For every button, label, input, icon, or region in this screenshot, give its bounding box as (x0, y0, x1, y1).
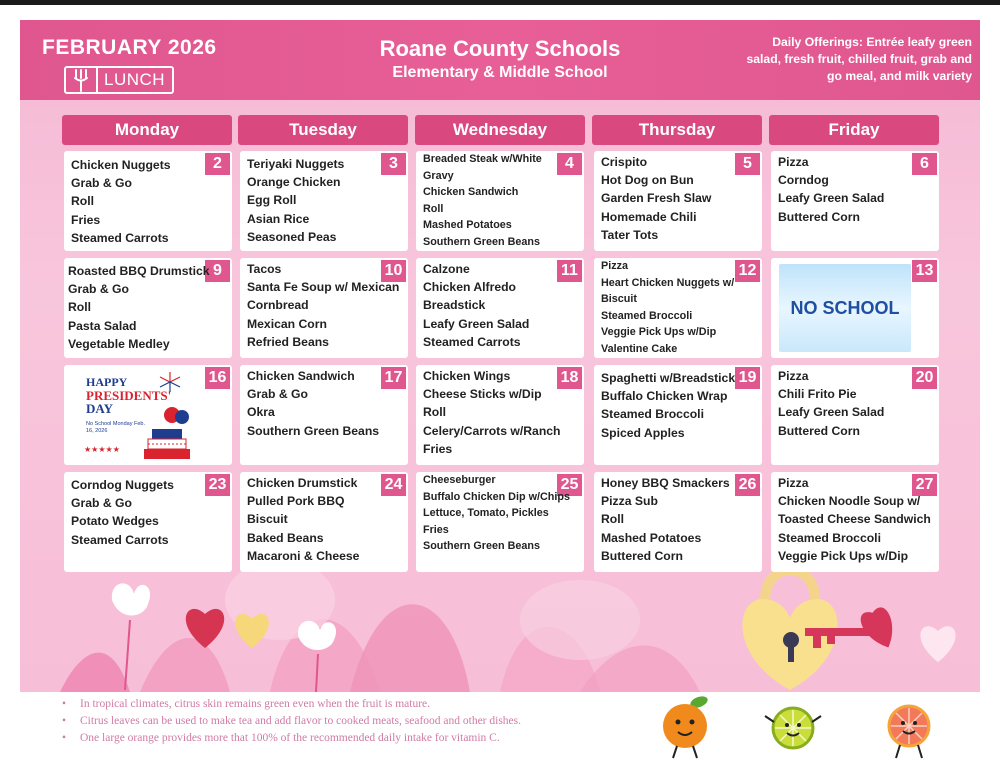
menu-item: Mashed Potatoes (423, 219, 512, 232)
menu-item: Grab & Go (71, 176, 132, 191)
orange-character-icon (655, 692, 715, 760)
menu-item: Pizza (778, 476, 809, 490)
day-number: 17 (381, 367, 406, 389)
menu-item: Asian Rice (247, 211, 310, 226)
day-header-thursday: Thursday (592, 115, 762, 145)
menu-item: Heart Chicken Nuggets w/ (601, 276, 735, 289)
day-number: 26 (735, 474, 760, 496)
day-cell (64, 472, 232, 572)
menu-item: Corndog Nuggets (71, 478, 174, 492)
lunch-label: LUNCH (104, 70, 166, 89)
menu-item: Valentine Cake (601, 342, 678, 355)
menu-item: Toasted Cheese Sandwich (778, 512, 931, 527)
menu-item: Chicken Noodle Soup w/ (778, 494, 921, 509)
holiday-presidents: PRESIDENTS' (86, 388, 172, 403)
menu-item: Pizza (778, 369, 809, 383)
menu-item: Steamed Carrots (423, 334, 521, 349)
menu-item: Southern Green Beans (423, 235, 540, 248)
day-number: 20 (912, 367, 937, 389)
badge-divider (96, 68, 98, 92)
menu-item: Garden Fresh Slaw (601, 191, 712, 206)
day-cell (771, 151, 939, 251)
day-cell (240, 472, 408, 572)
menu-item: Southern Green Beans (247, 423, 380, 438)
menu-item: Pulled Pork BBQ (247, 494, 345, 509)
menu-item: Buffalo Chicken Dip w/Chips (423, 490, 570, 503)
menu-items (601, 153, 758, 244)
menu-item: Chicken Wings (423, 369, 511, 383)
menu-item: Biscuit (601, 293, 637, 306)
menu-item: Vegetable Medley (68, 336, 170, 351)
day-cell (416, 151, 584, 251)
heart-icon (915, 620, 961, 664)
day-cell (240, 151, 408, 251)
menu-items (778, 367, 935, 440)
menu-item: Tacos (247, 262, 282, 276)
menu-item: Chicken Alfredo (423, 280, 517, 295)
school-level: Elementary & Middle School (392, 64, 608, 81)
day-number: 9 (205, 260, 230, 282)
flower-icon (100, 580, 160, 690)
menu-item: Veggie Pick Ups w/Dip (601, 326, 717, 339)
day-number: 2 (205, 153, 230, 175)
day-cell (594, 365, 762, 465)
menu-item: Homemade Chili (601, 209, 697, 224)
flower-icon (288, 618, 348, 692)
menu-item: Grab & Go (247, 387, 308, 402)
day-cell (64, 258, 232, 358)
menu-item: Biscuit (247, 512, 288, 527)
menu-item: Honey BBQ Smackers (601, 476, 730, 490)
menu-item: Chicken Drumstick (247, 476, 358, 490)
fact-item: • One large orange provides more that 100% of the recommended daily intake for vitamin C. (60, 730, 640, 747)
menu-item: Pasta Salad (68, 318, 137, 333)
menu-item: Buttered Corn (778, 209, 860, 224)
day-cell (64, 365, 232, 465)
menu-item: Mashed Potatoes (601, 530, 702, 545)
menu-sheet (20, 20, 980, 692)
lock-and-key-icon (725, 560, 905, 692)
day-cell (771, 365, 939, 465)
day-number: 23 (205, 474, 230, 496)
day-number: 5 (735, 153, 760, 175)
header-banner (20, 20, 980, 100)
menu-item: Spaghetti w/Breadstick (601, 371, 736, 385)
menu-item: Chicken Sandwich (247, 369, 355, 383)
citrus-facts (60, 696, 640, 747)
fact-item: • Citrus leaves can be used to make tea and add flavor to cooked meats, seafood and other dishes. (60, 713, 640, 730)
svg-text:★★★★★: ★★★★★ (84, 445, 120, 453)
menu-item: Veggie Pick Ups w/Dip (778, 548, 909, 563)
menu-item: Cornbread (247, 298, 309, 313)
menu-items (247, 155, 404, 246)
day-number: 25 (557, 474, 582, 496)
menu-item: Orange Chicken (247, 175, 341, 190)
menu-item: Gravy (423, 169, 454, 182)
holiday-day: DAY (86, 401, 113, 416)
day-number: 3 (381, 153, 406, 175)
cake-icon (142, 405, 196, 461)
day-number: 4 (557, 153, 582, 175)
heart-icon (230, 608, 274, 650)
day-cell (594, 472, 762, 572)
menu-item: Steamed Broccoli (601, 309, 693, 322)
menu-item: Roasted BBQ Drumstick (68, 264, 210, 278)
menu-item: Teriyaki Nuggets (247, 157, 345, 171)
fact-item: • In tropical climates, citrus skin remains green even when the fruit is mature. (60, 696, 640, 713)
menu-item: Steamed Carrots (71, 230, 169, 245)
day-cell (594, 151, 762, 251)
menu-items (601, 369, 758, 442)
grapefruit-character-icon (878, 700, 940, 760)
menu-item: Celery/Carrots w/Ranch (423, 423, 561, 438)
menu-item: Pizza (601, 260, 629, 272)
menu-items (68, 262, 228, 353)
day-number: 27 (912, 474, 937, 496)
month-title: FEBRUARY 2026 (42, 36, 217, 59)
day-cell (416, 365, 584, 465)
fireworks-icon (156, 371, 184, 393)
day-cell (240, 258, 408, 358)
menu-items (247, 367, 404, 440)
day-header-tuesday: Tuesday (238, 115, 408, 145)
day-number: 11 (557, 260, 582, 282)
menu-item: Leafy Green Salad (423, 316, 530, 331)
heart-icon (180, 602, 230, 650)
menu-item: Chicken Nuggets (71, 158, 171, 172)
menu-items (423, 472, 580, 555)
menu-item: Chili Frito Pie (778, 387, 857, 402)
menu-items (601, 258, 758, 358)
menu-item: Leafy Green Salad (778, 191, 885, 206)
menu-item: Breaded Steak w/White (423, 153, 542, 165)
menu-items (423, 151, 580, 251)
day-number: 6 (912, 153, 937, 175)
day-cell (416, 258, 584, 358)
menu-item: Hot Dog on Bun (601, 173, 694, 188)
stars-icon (84, 445, 134, 453)
menu-item: Corndog (778, 173, 829, 188)
day-number: 13 (912, 260, 937, 282)
menu-item: Southern Green Beans (423, 540, 540, 553)
menu-item: Okra (247, 405, 275, 420)
menu-items (601, 474, 758, 565)
menu-item: Buffalo Chicken Wrap (601, 389, 728, 404)
menu-item: Steamed Broccoli (601, 407, 704, 422)
day-header-monday: Monday (62, 115, 232, 145)
menu-item: Potato Wedges (71, 514, 159, 529)
menu-items (778, 474, 935, 565)
menu-item: Roll (71, 194, 95, 209)
menu-items (778, 153, 935, 226)
menu-item: Buttered Corn (778, 423, 860, 438)
day-cell (416, 472, 584, 572)
menu-item: Cheese Sticks w/Dip (423, 387, 542, 402)
menu-item: Macaroni & Cheese (247, 548, 360, 563)
menu-item: Steamed Carrots (71, 532, 169, 547)
day-cell (64, 151, 232, 251)
menu-item: Fries (71, 212, 101, 227)
menu-items (423, 367, 580, 458)
day-cell (771, 472, 939, 572)
menu-items (423, 260, 580, 351)
menu-item: Chicken Sandwich (423, 186, 519, 199)
menu-item: Breadstick (423, 298, 486, 313)
day-header-wednesday: Wednesday (415, 115, 585, 145)
menu-item: Roll (601, 512, 625, 527)
school-name: Roane County Schools (379, 36, 621, 61)
menu-item: Baked Beans (247, 530, 324, 545)
menu-item: Buttered Corn (601, 548, 683, 563)
menu-item: Pizza Sub (601, 494, 658, 509)
day-number: 24 (381, 474, 406, 496)
menu-item: Roll (68, 300, 92, 315)
menu-items (247, 260, 404, 351)
menu-items (247, 474, 404, 565)
lunch-badge (64, 66, 174, 94)
menu-item: Pizza (778, 155, 809, 169)
daily-offerings: Daily Offerings: Entrée leafy green salad, fresh fruit, chilled fruit, grab and go meal, and milk variety (746, 35, 972, 83)
menu-item: Crispito (601, 155, 648, 169)
menu-item: Seasoned Peas (247, 229, 337, 244)
lime-character-icon (762, 700, 824, 760)
menu-items (71, 156, 228, 247)
menu-item: Leafy Green Salad (778, 405, 885, 420)
fork-icon (70, 68, 92, 92)
day-number: 12 (735, 260, 760, 282)
menu-item: Mexican Corn (247, 316, 327, 331)
day-number: 10 (381, 260, 406, 282)
menu-items (71, 476, 228, 549)
menu-item: Tater Tots (601, 227, 659, 242)
menu-item: Egg Roll (247, 193, 297, 208)
menu-item: Roll (423, 202, 444, 215)
menu-item: Refried Beans (247, 334, 329, 349)
menu-item: Grab & Go (71, 496, 132, 511)
menu-item: Lettuce, Tomato, Pickles (423, 507, 549, 520)
day-header-friday: Friday (769, 115, 939, 145)
day-number: 19 (735, 367, 760, 389)
menu-item: Fries (423, 441, 453, 456)
presidents-day-graphic (70, 369, 204, 461)
day-cell (594, 258, 762, 358)
menu-item: Santa Fe Soup w/ Mexican (247, 280, 400, 295)
menu-item: Fries (423, 523, 449, 536)
holiday-happy: HAPPY (86, 375, 128, 389)
day-number: 18 (557, 367, 582, 389)
day-cell (771, 258, 939, 358)
day-cell (240, 365, 408, 465)
menu-item: Roll (423, 405, 447, 420)
day-number: 16 (205, 367, 230, 389)
menu-item: Calzone (423, 262, 470, 276)
no-school-banner: NO SCHOOL (779, 264, 911, 352)
holiday-note: No School Monday Feb. 16, 2026 (86, 421, 146, 434)
top-border (0, 0, 1000, 5)
menu-item: Cheeseburger (423, 474, 496, 486)
menu-item: Steamed Broccoli (778, 530, 881, 545)
menu-item: Grab & Go (68, 282, 129, 297)
menu-item: Spiced Apples (601, 425, 685, 440)
